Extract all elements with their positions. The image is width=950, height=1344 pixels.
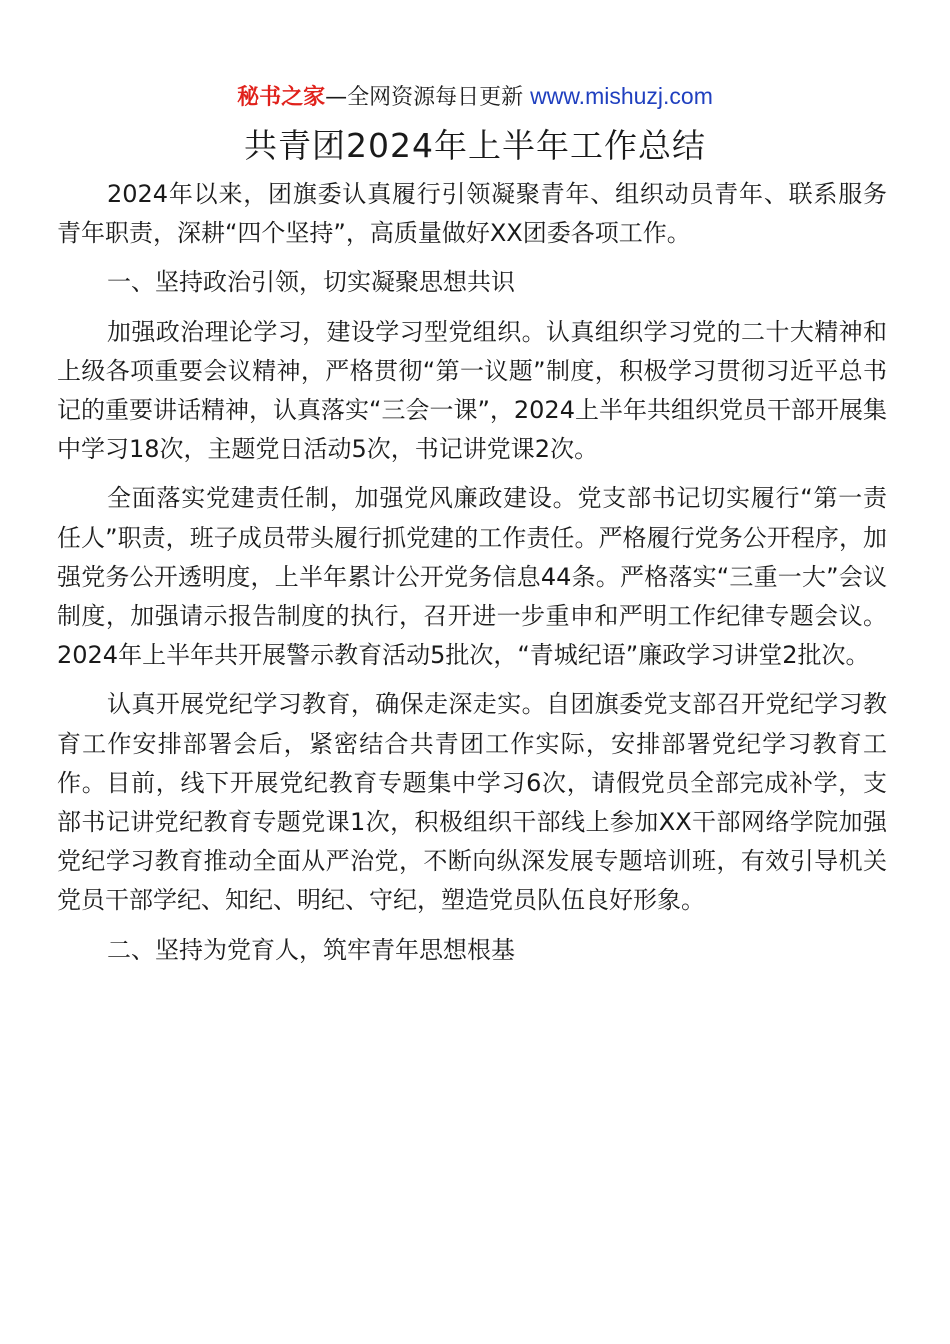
site-url-link[interactable]: www.mishuzj.com [530, 83, 713, 109]
body-paragraph: 认真开展党纪学习教育，确保走深走实。自团旗委党支部召开党纪学习教育工作安排部署会后，紧密结合共青团工作实际，安排部署党纪学习教育工作。目前，线下开展党纪教育专题集中学习6次，请假党员全部完成补学，支部书记讲党纪教育专题党课1次，积极组织干部线上参加XX干部网络学院加强党纪学习教育推动全面从严治党，不断向纵深发展专题培训班，有效引导机关党员干部学纪、知纪、明纪、守纪，塑造党员队伍良好形象。 [57, 690, 887, 915]
document-title: 共青团2024年上半年工作总结 [244, 126, 706, 165]
header-tagline: —全网资源每日更新 [325, 85, 531, 110]
section-heading-1: 一、坚持政治引领，切实凝聚思想共识 [107, 268, 515, 297]
brand-name: 秘书之家 [237, 85, 326, 110]
body-paragraph: 全面落实党建责任制，加强党风廉政建设。党支部书记切实履行“第一责任人”职责，班子成员带头履行抓党建的工作责任。严格履行党务公开程序，加强党务公开透明度，上半年累计公开党务信息44条。严格落实“三重一大”会议制度，加强请示报告制度的执行，召开进一步重申和严明工作纪律专题会议。2024年上半年共开展警示教育活动5批次，“青城纪语”廉政学习讲堂2批次。 [57, 484, 887, 670]
intro-paragraph: 2024年以来，团旗委认真履行引领凝聚青年、组织动员青年、联系服务青年职责，深耕“四个坚持”，高质量做好XX团委各项工作。 [57, 180, 887, 248]
site-header [0, 80, 950, 114]
body-paragraph: 加强政治理论学习，建设学习型党组织。认真组织学习党的二十大精神和上级各项重要会议精神，严格贯彻“第一议题”制度，积极学习贯彻习近平总书记的重要讲话精神，认真落实“三会一课”，2024上半年共组织党员干部开展集中学习18次，主题党日活动5次，书记讲党课2次。 [57, 317, 887, 464]
section-heading-2: 二、坚持为党育人，筑牢青年思想根基 [107, 935, 515, 964]
document-body [57, 175, 887, 970]
